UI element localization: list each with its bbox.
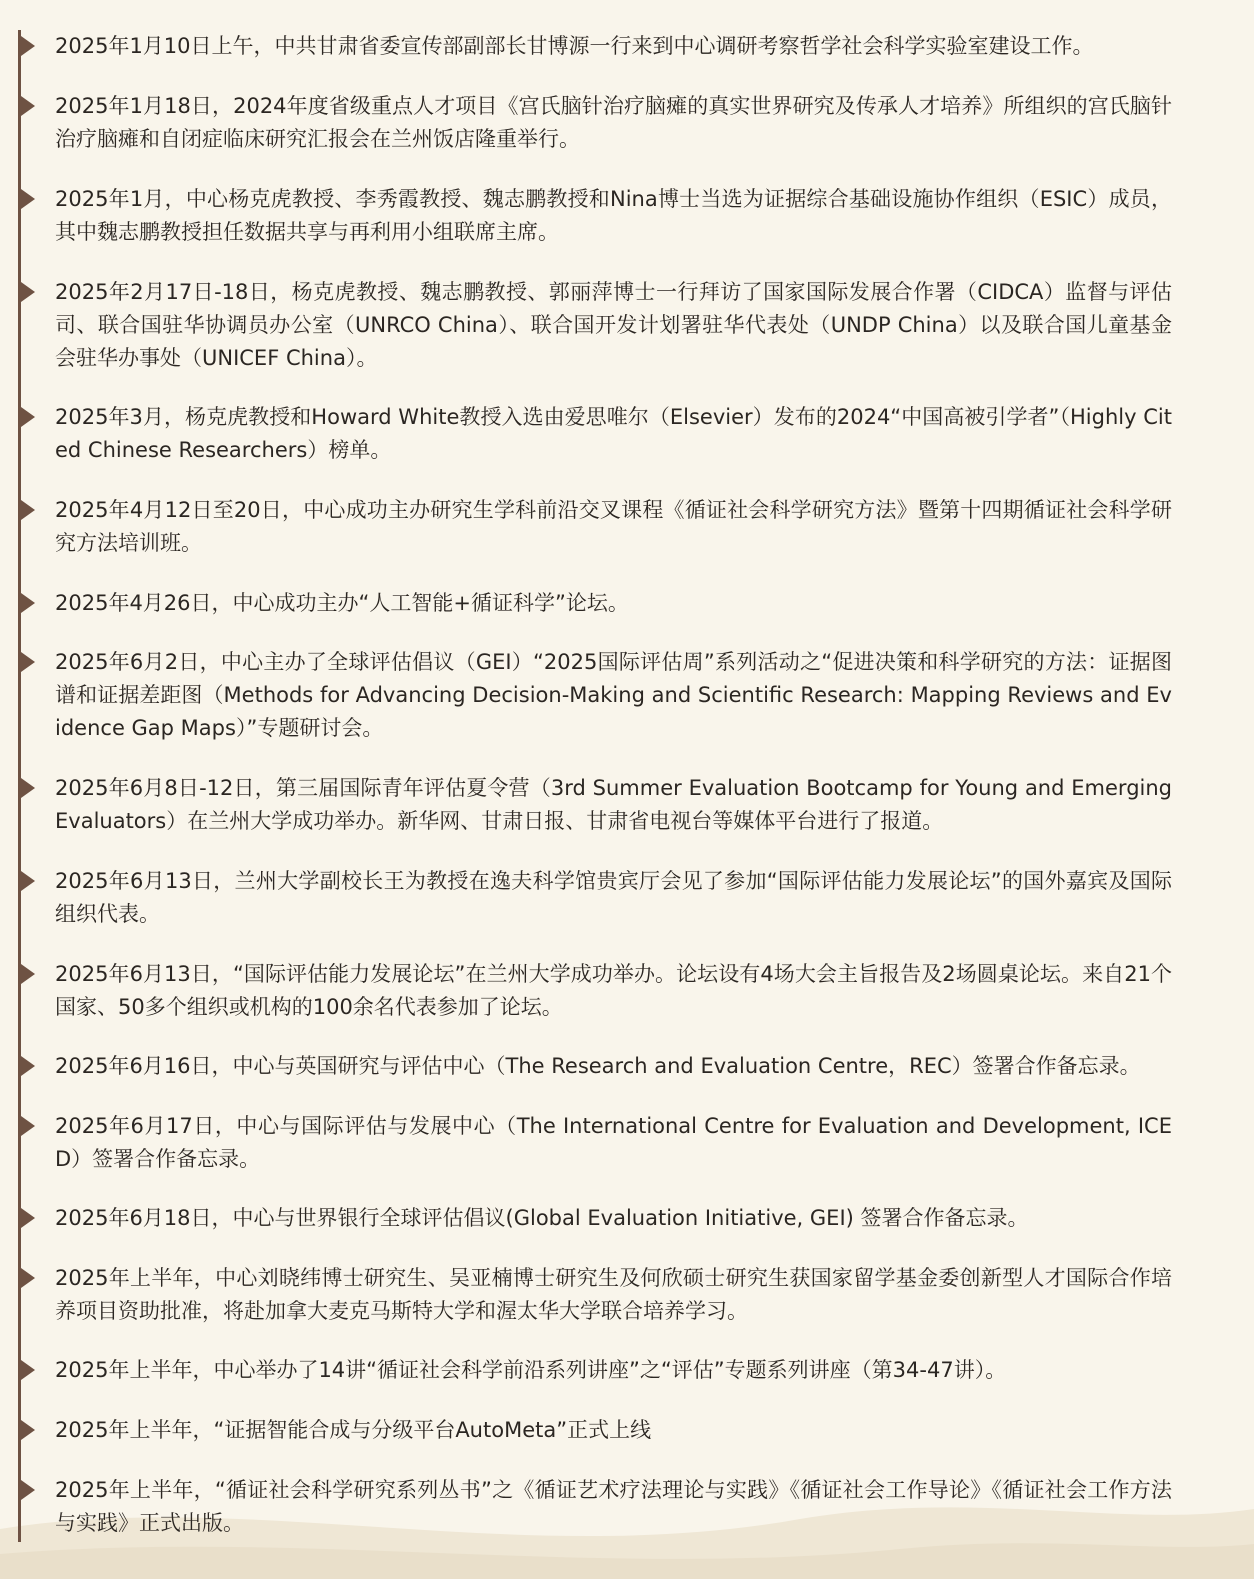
entry-text: 2025年6月16日，中心与英国研究与评估中心（The Research and Evaluation Centre，REC）签署合作备忘录。 xyxy=(55,1054,1141,1078)
entry-text: 2025年1月10日上午，中共甘肃省委宣传部副部长甘博源一行来到中心调研考察哲学社会科学实验室建设工作。 xyxy=(55,34,1094,58)
triangle-marker-icon xyxy=(21,96,35,116)
entry-text: 2025年6月13日，兰州大学副校长王为教授在逸夫科学馆贵宾厅会见了参加“国际评估能力发展论坛”的国外嘉宾及国际组织代表。 xyxy=(55,869,1172,926)
triangle-marker-icon xyxy=(21,1360,35,1380)
entry-text: 2025年上半年，“证据智能合成与分级平台AutoMeta”正式上线 xyxy=(55,1418,652,1442)
triangle-marker-icon xyxy=(21,964,35,984)
triangle-marker-icon xyxy=(21,189,35,209)
entry-text: 2025年6月13日，“国际评估能力发展论坛”在兰州大学成功举办。论坛设有4场大会主旨报告及2场圆桌论坛。来自21个国家、50多个组织或机构的100余名代表参加了论坛。 xyxy=(55,962,1172,1019)
triangle-marker-icon xyxy=(21,500,35,520)
triangle-marker-icon xyxy=(21,1480,35,1500)
entry-text: 2025年6月2日，中心主办了全球评估倡议（GEI）“2025国际评估周”系列活动之“促进决策和科学研究的方法：证据图谱和证据差距图（Methods for Advancing Decision-Making and Scientific Research: Mapping Reviews and Evidence Gap Maps）”专题研讨会。 xyxy=(55,650,1172,740)
entry-text: 2025年上半年，“循证社会科学研究系列丛书”之《循证艺术疗法理论与实践》《循证社会工作导论》《循证社会工作方法与实践》正式出版。 xyxy=(55,1478,1172,1535)
entry-text: 2025年4月12日至20日，中心成功主办研究生学科前沿交叉课程《循证社会科学研究方法》暨第十四期循证社会科学研究方法培训班。 xyxy=(55,498,1172,555)
entry-text: 2025年上半年，中心刘晓纬博士研究生、吴亚楠博士研究生及何欣硕士研究生获国家留学基金委创新型人才国际合作培养项目资助批准，将赴加拿大麦克马斯特大学和渥太华大学联合培养学习。 xyxy=(55,1266,1172,1323)
triangle-marker-icon xyxy=(21,1420,35,1440)
triangle-marker-icon xyxy=(21,282,35,302)
triangle-marker-icon xyxy=(21,652,35,672)
entry-text: 2025年4月26日，中心成功主办“人工智能+循证科学”论坛。 xyxy=(55,591,629,615)
entry-text: 2025年2月17日-18日，杨克虎教授、魏志鹏教授、郭丽萍博士一行拜访了国家国际发展合作署（CIDCA）监督与评估司、联合国驻华协调员办公室（UNRCO China）、联合国开发计划署驻华代表处（UNDP China）以及联合国儿童基金会驻华办事处（UNICEF China）。 xyxy=(55,280,1172,370)
entry-text: 2025年6月8日-12日，第三届国际青年评估夏令营（3rd Summer Evaluation Bootcamp for Young and Emerging Evaluators）在兰州大学成功举办。新华网、甘肃日报、甘肃省电视台等媒体平台进行了报道。 xyxy=(55,776,1172,833)
triangle-marker-icon xyxy=(21,871,35,891)
triangle-marker-icon xyxy=(21,1116,35,1136)
entry-text: 2025年上半年，中心举办了14讲“循证社会科学前沿系列讲座”之“评估”专题系列讲座（第34-47讲）。 xyxy=(55,1358,1007,1382)
triangle-marker-icon xyxy=(21,36,35,56)
triangle-marker-icon xyxy=(21,1208,35,1228)
entry-text: 2025年6月17日，中心与国际评估与发展中心（The International Centre for Evaluation and Development, ICED）签署合作备忘录。 xyxy=(55,1114,1172,1171)
triangle-marker-icon xyxy=(21,407,35,427)
entry-text: 2025年6月18日，中心与世界银行全球评估倡议(Global Evaluation Initiative, GEI) 签署合作备忘录。 xyxy=(55,1206,1029,1230)
triangle-marker-icon xyxy=(21,593,35,613)
triangle-marker-icon xyxy=(21,1268,35,1288)
triangle-marker-icon xyxy=(21,778,35,798)
entry-text: 2025年3月，杨克虎教授和Howard White教授入选由爱思唯尔（Elsevier）发布的2024“中国高被引学者”（Highly Cited Chinese Researchers）榜单。 xyxy=(55,405,1172,462)
triangle-marker-icon xyxy=(21,1056,35,1076)
entry-text: 2025年1月，中心杨克虎教授、李秀霞教授、魏志鹏教授和Nina博士当选为证据综合基础设施协作组织（ESIC）成员，其中魏志鹏教授担任数据共享与再利用小组联席主席。 xyxy=(55,187,1172,244)
entry-text: 2025年1月18日，2024年度省级重点人才项目《宫氏脑针治疗脑瘫的真实世界研究及传承人才培养》所组织的宫氏脑针治疗脑瘫和自闭症临床研究汇报会在兰州饭店隆重举行。 xyxy=(55,94,1172,151)
